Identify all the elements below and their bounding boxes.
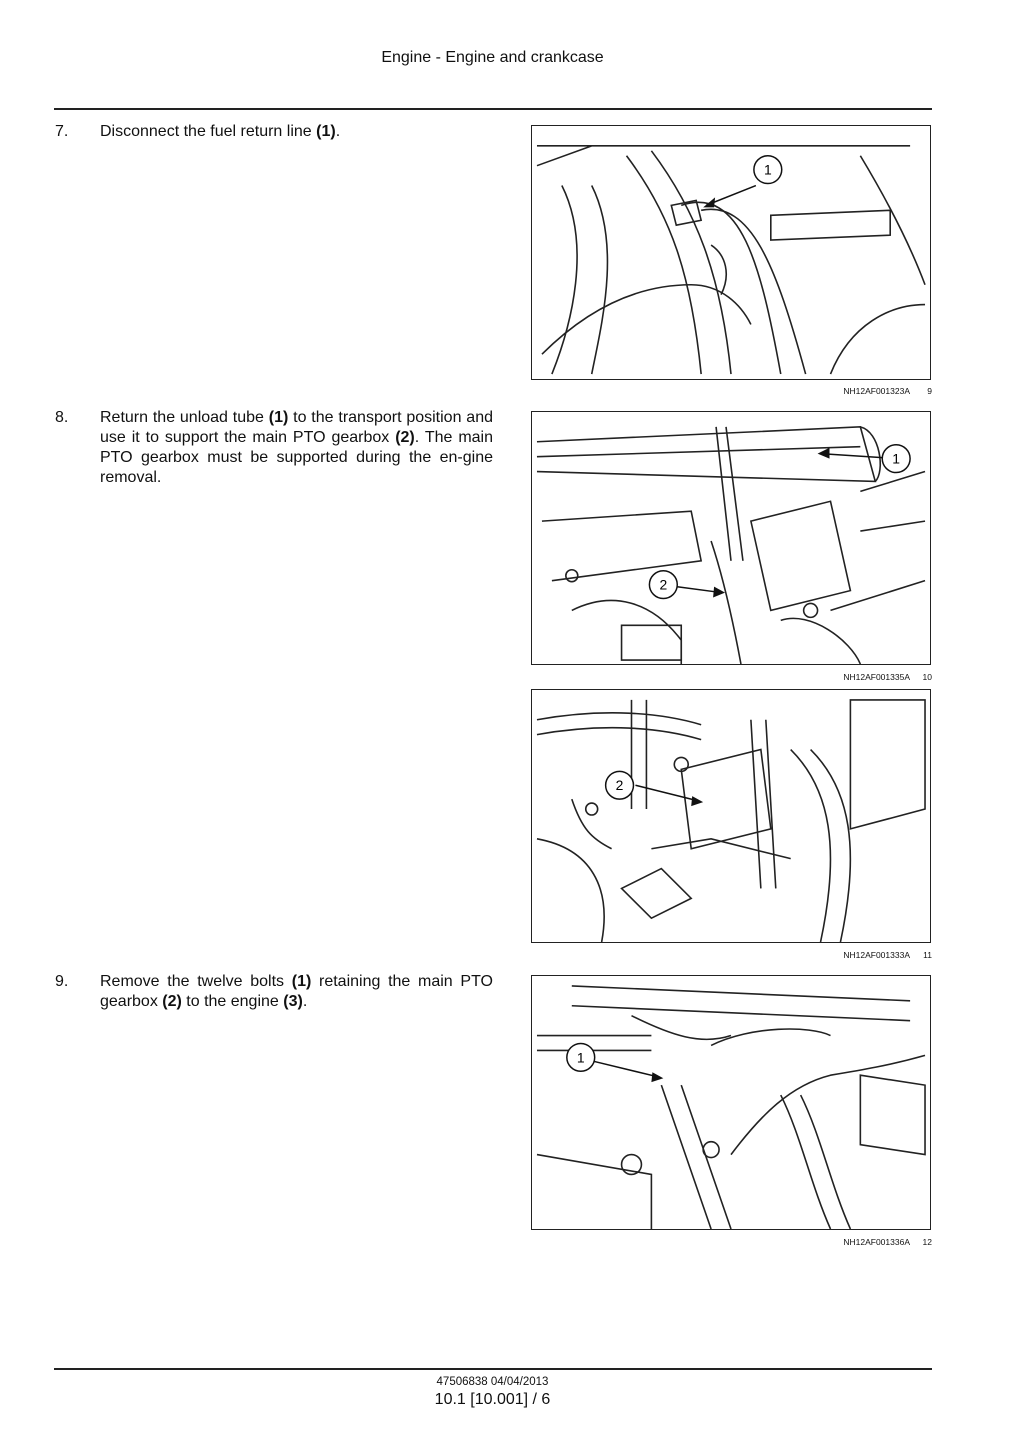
reference-number: (1) [268,409,289,426]
step-text-run: to the engine [181,993,284,1010]
figure-10-unload-tube-illustration [531,411,931,665]
figure-12-gearbox-bolts-illustration [531,975,931,1230]
engine-line-drawing [532,690,930,942]
step-text-run: Remove the twelve bolts [100,973,292,990]
reference-number: (2) [395,429,415,446]
step-number: 9. [55,973,69,990]
figure-number: 11 [923,950,932,960]
reference-number: (1) [316,123,336,140]
step-text-run: . The main PTO gearbox must be supported during the en-gine removal. [100,429,494,486]
reference-number: (1) [291,973,312,990]
step-text [100,972,493,1012]
figure-code: NH12AF001335A [843,672,910,682]
figure-9-fuel-return-line-illustration [531,125,931,380]
engine-line-drawing [532,126,930,379]
figure-number: 9 [927,386,932,396]
step-text-run: . [302,993,308,1010]
engine-line-drawing [532,976,930,1229]
figure-number: 12 [922,1237,932,1247]
step-text-run: . [335,123,341,140]
callout-label: 2 [659,576,668,593]
figure-code: NH12AF001333A [843,950,910,960]
callout-label: 1 [576,1049,585,1066]
figure-code: NH12AF001323A [843,386,910,396]
step-number: 8. [55,409,69,426]
step-number: 7. [55,123,69,140]
figure-11-pto-gearbox-illustration [531,689,931,943]
footer-document-reference: 47506838 04/04/2013 [436,1376,549,1388]
step-text-run: retaining the main PTO gearbox [100,973,493,1010]
callout-label: 1 [892,450,901,467]
figure-number: 10 [922,672,932,682]
step-text [100,408,493,488]
reference-number: (3) [283,993,303,1010]
header-rule [54,108,932,110]
step-text-run: to the transport position and use it to support the main PTO gearbox [100,409,494,446]
step-text [100,122,493,142]
footer-rule [54,1368,932,1370]
reference-number: (2) [162,993,182,1010]
footer-page-reference: 10.1 [10.001] / 6 [434,1391,551,1408]
page-header-title: Engine - Engine and crankcase [381,49,604,66]
step-text-run: Return the unload tube [100,409,269,426]
step-text-run: Disconnect the fuel return line [100,123,317,140]
figure-code: NH12AF001336A [843,1237,910,1247]
callout-label: 2 [615,777,624,794]
engine-line-drawing [532,412,930,664]
callout-label: 1 [763,161,772,178]
